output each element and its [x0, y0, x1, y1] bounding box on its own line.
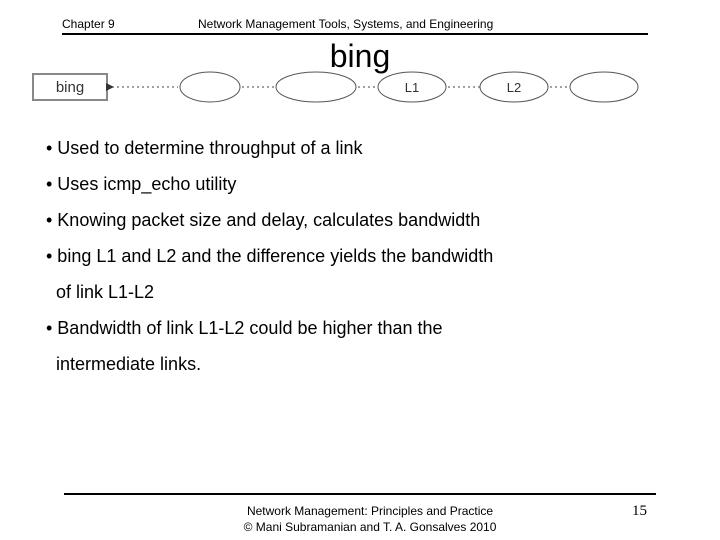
- node-ellipse: [570, 72, 638, 102]
- bullet-text: • Bandwidth of link L1-L2 could be higher than the: [46, 318, 443, 338]
- bullet-item: [46, 316, 686, 388]
- node-label-l1: L1: [404, 80, 420, 95]
- slide-title: bing: [329, 38, 391, 74]
- footer-divider: [64, 493, 656, 495]
- node-ellipse: [180, 72, 240, 102]
- chapter-label: Chapter 9: [62, 17, 115, 31]
- bing-network-diagram: [30, 66, 650, 106]
- bullet-item: [46, 172, 686, 208]
- bullet-text: • Knowing packet size and delay, calculates bandwidth: [46, 210, 481, 230]
- bullet-text: • bing L1 and L2 and the difference yields the bandwidth: [46, 246, 494, 266]
- footer-book-title: Network Management: Principles and Practice: [246, 504, 494, 518]
- bullet-text-continuation: intermediate links.: [56, 354, 202, 374]
- bullet-text: • Uses icmp_echo utility: [46, 174, 237, 194]
- node-ellipse: [276, 72, 356, 102]
- bullet-text: • Used to determine throughput of a link: [46, 138, 363, 158]
- page-number: 15: [632, 503, 647, 519]
- bullet-item: [46, 208, 686, 244]
- bullet-list: [46, 136, 686, 388]
- bullet-item: [46, 244, 686, 316]
- bullet-item: [46, 136, 686, 172]
- footer-copyright: © Mani Subramanian and T. A. Gonsalves 2010: [243, 520, 497, 534]
- node-label-l2: L2: [506, 80, 522, 95]
- footer-credits: [200, 503, 540, 535]
- header-divider: [62, 33, 648, 35]
- bullet-text-continuation: of link L1-L2: [56, 282, 155, 302]
- bing-box-label: bing: [55, 79, 85, 96]
- course-title: Network Management Tools, Systems, and Engineering: [198, 17, 494, 31]
